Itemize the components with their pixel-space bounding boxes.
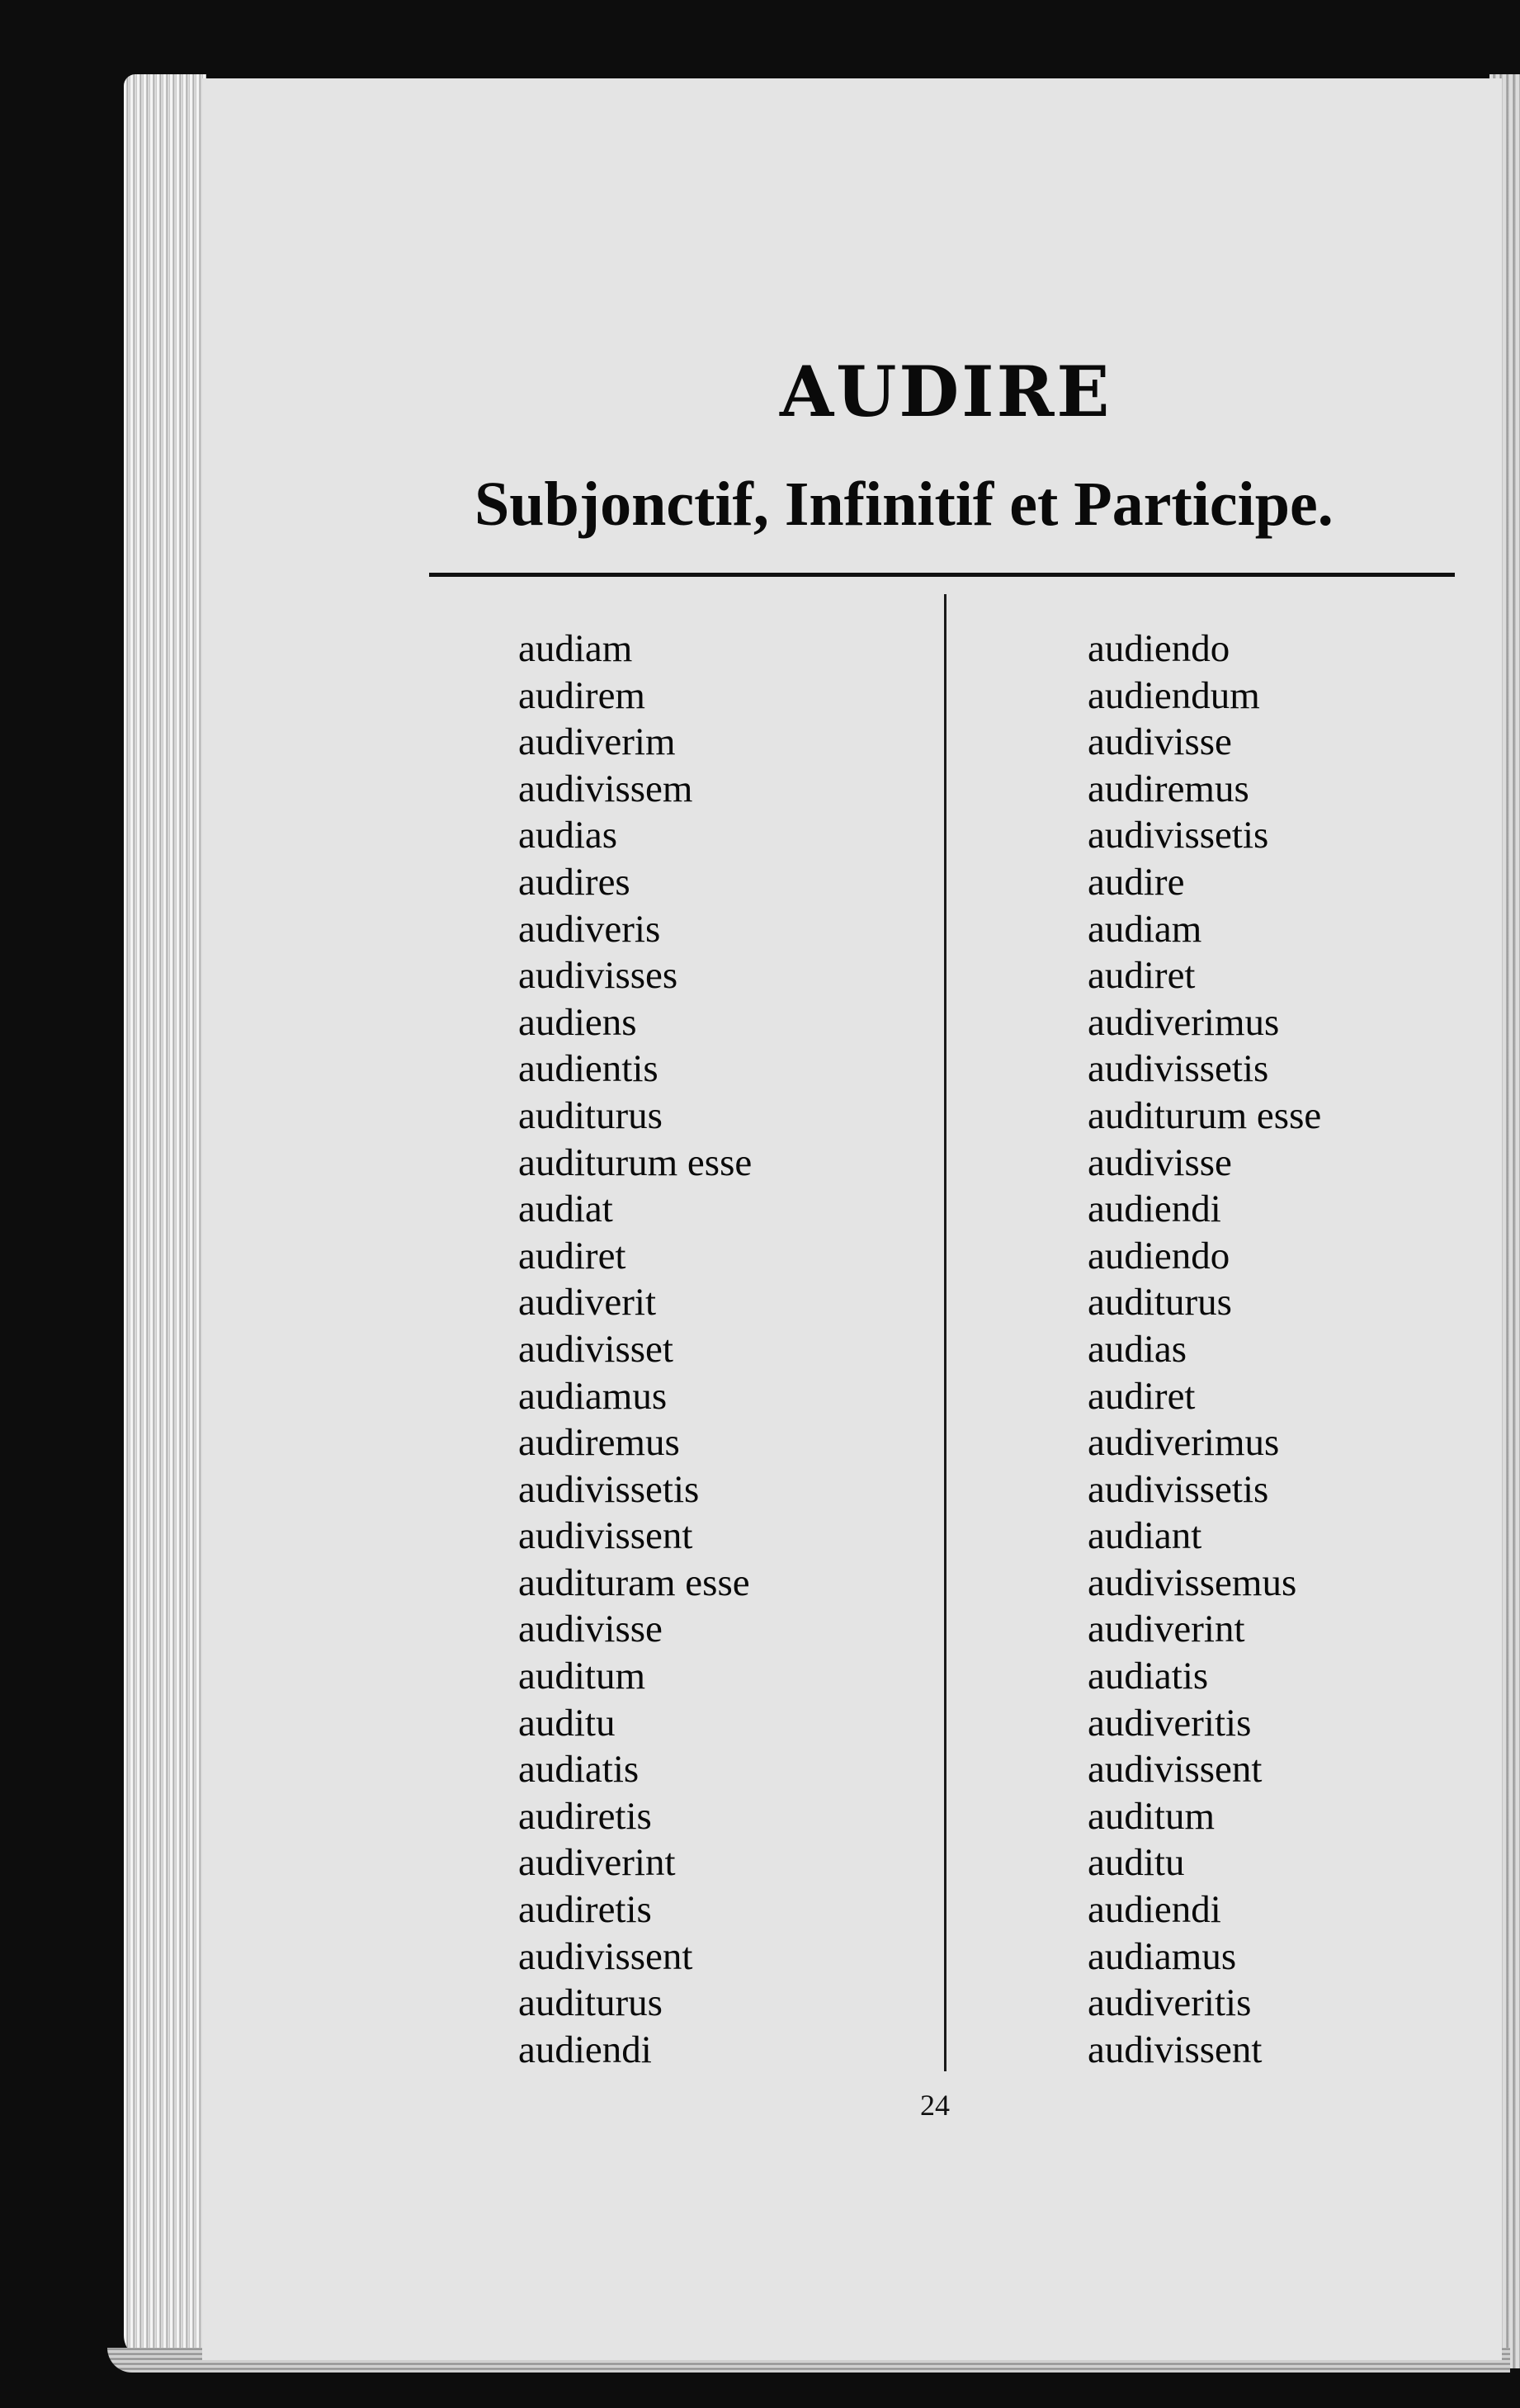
word-form: audires (518, 860, 630, 904)
page-title: AUDIRE (780, 351, 1112, 432)
word-form: audiverimus (1088, 1000, 1280, 1044)
word-form: auditurus (518, 1093, 663, 1137)
word-form: audirem (518, 673, 645, 717)
word-form: audiverint (1088, 1608, 1245, 1651)
word-form: audiant (1088, 1514, 1202, 1558)
right-word-column (1088, 626, 1321, 2073)
book-page-edges (124, 74, 206, 2360)
word-form: audivisse (518, 1608, 663, 1651)
word-form: auditu (1088, 1841, 1185, 1885)
word-form: audiretis (518, 1888, 652, 1932)
word-form: audiremus (1088, 767, 1249, 810)
word-form: audiverint (518, 1841, 676, 1885)
word-form: audiam (518, 627, 633, 670)
word-form: audiretis (518, 1794, 652, 1838)
word-form: auditum (1088, 1794, 1216, 1838)
word-form: audiverim (518, 720, 676, 764)
word-form: audiendi (1088, 1888, 1221, 1932)
word-form: audiverimus (1088, 1421, 1280, 1465)
word-form: audiret (1088, 954, 1196, 998)
word-form: audivisses (518, 954, 678, 998)
word-form: audiendum (1088, 673, 1260, 717)
word-form: audivissetis (518, 1467, 700, 1511)
left-word-column (518, 626, 752, 2073)
word-form: auditurum esse (518, 1140, 753, 1184)
word-form: audivissent (518, 1934, 693, 1978)
word-form: audivissem (518, 767, 693, 810)
word-form: audivisset (518, 1327, 673, 1371)
word-form: audiveritis (1088, 1981, 1252, 2025)
word-form: audivissetis (1088, 814, 1269, 857)
word-form: audias (518, 814, 618, 857)
word-form: audivissent (518, 1514, 693, 1558)
word-form: audivissetis (1088, 1047, 1269, 1091)
word-form: audivissemus (1088, 1560, 1297, 1604)
word-form: audiatis (1088, 1655, 1209, 1698)
page-subtitle: Subjonctif, Infinitif et Participe. (474, 470, 1334, 539)
word-form: audiremus (518, 1421, 680, 1465)
page-number: 24 (920, 2089, 950, 2122)
word-form: audivissent (1088, 2028, 1263, 2071)
word-form: audiamus (1088, 1934, 1237, 1978)
word-form: audiverit (518, 1281, 657, 1324)
word-form: auditum (518, 1655, 646, 1698)
word-form: audivissetis (1088, 1467, 1269, 1511)
word-form: audiamus (518, 1374, 668, 1418)
word-form: audiveris (518, 907, 661, 951)
column-divider (944, 594, 946, 2071)
word-form: audire (1088, 860, 1185, 904)
heading-rule (429, 573, 1455, 577)
word-form: audiat (518, 1187, 613, 1231)
word-form: audituram esse (518, 1560, 750, 1604)
word-form: audiens (518, 1000, 637, 1044)
word-form: auditurus (1088, 1281, 1232, 1324)
word-form: audiam (1088, 907, 1202, 951)
word-form: audiret (518, 1234, 626, 1277)
word-form: auditu (518, 1701, 616, 1745)
word-form: audiatis (518, 1748, 640, 1792)
word-form: audiendi (518, 2028, 652, 2071)
word-form: audivissent (1088, 1748, 1263, 1792)
word-form: auditurum esse (1088, 1093, 1322, 1137)
word-form: auditurus (518, 1981, 663, 2025)
word-form: audientis (518, 1047, 659, 1091)
word-form: audiret (1088, 1374, 1196, 1418)
word-form: audiendo (1088, 627, 1230, 670)
word-form: audias (1088, 1327, 1187, 1371)
word-form: audiveritis (1088, 1701, 1252, 1745)
word-form: audiendi (1088, 1187, 1221, 1231)
word-form: audivisse (1088, 1140, 1232, 1184)
word-form: audiendo (1088, 1234, 1230, 1277)
word-form: audivisse (1088, 720, 1232, 764)
